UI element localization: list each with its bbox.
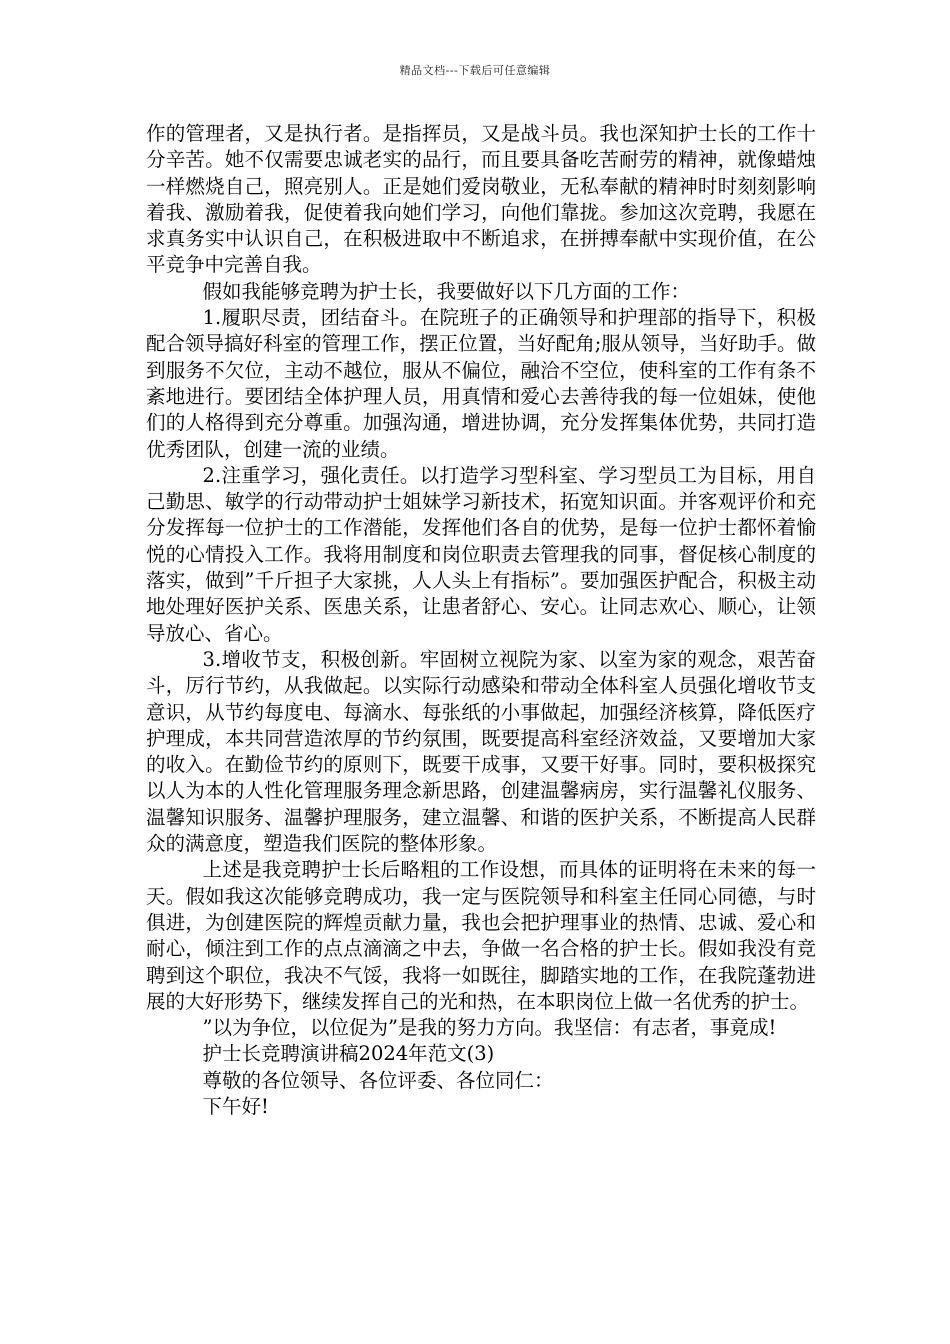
paragraph-motto: ”以为争位，以位促为”是我的努力方向。我坚信：有志者，事竟成!: [202, 1016, 777, 1040]
page-header-note: 精品文档---下载后可任意编辑: [399, 64, 551, 77]
salutation: 尊敬的各位领导、各位评委、各位同仁：: [202, 1068, 554, 1092]
section-heading: 护士长竞聘演讲稿2024年范文(3): [202, 1042, 495, 1066]
greeting: 下午好!: [202, 1094, 269, 1118]
paragraph-duty-1: 1.履职尽责，团结奋斗。在院班子的正确领导和护理部的指导下，积极配合领导搞好科室的管理工作，摆正位置，当好配角;服从领导，当好助手。做到服务不欠位，主动不越位，服从不偏位，融洽不空位，使科室的工作有条不紊地进行。要团结全体护理人员，用真情和爱心去善待我的每一位姐妹，使他们的人格得到充分尊重。加强沟通，增进协调，充分发挥集体优势，共同打造优秀团队，创建一流的业绩。: [146, 306, 816, 461]
paragraph-duty-2: 2.注重学习，强化责任。以打造学习型科室、学习型员工为目标，用自己勤思、敏学的行动带动护士姐妹学习新技术，拓宽知识面。并客观评价和充分发挥每一位护士的工作潜能，发挥他们各自的优势，是每一位护士都怀着愉悦的心情投入工作。我将用制度和岗位职责去管理我的同事，督促核心制度的落实，做到”千斤担子大家挑，人人头上有指标”。要加强医护配合，积极主动地处理好医护关系、医患关系，让患者舒心、安心。让同志欢心、顺心，让领导放心、省心。: [146, 463, 816, 645]
paragraph-summary: 上述是我竞聘护士长后略粗的工作设想，而具体的证明将在未来的每一天。假如我这次能够竞聘成功，我一定与医院领导和科室主任同心同德，与时俱进，为创建医院的辉煌贡献力量，我也会把护理事业的热情、忠诚、爱心和耐心，倾注到工作的点点滴滴之中去，争做一名合格的护士长。假如我没有竞聘到这个职位，我决不气馁，我将一如既往，脚踏实地的工作，在我院蓬勃进展的大好形势下，继续发挥自己的光和热，在本职岗位上做一名优秀的护士。: [146, 858, 816, 1013]
document-body: [146, 121, 816, 1120]
paragraph-continuation: 作的管理者，又是执行者。是指挥员，又是战斗员。我也深知护士长的工作十分辛苦。她不仅需要忠诚老实的品行，而且要具备吃苦耐劳的精神，就像蜡烛一样燃烧自己，照亮别人。正是她们爱岗敬业，无私奉献的精神时时刻刻影响着我、激励着我，促使着我向她们学习，向他们靠拢。参加这次竞聘，我愿在求真务实中认识自己，在积极进取中不断追求，在拼搏奉献中实现价值，在公平竞争中完善自我。: [146, 122, 816, 277]
paragraph-intro-duties: 假如我能够竞聘为护士长，我要做好以下几方面的工作：: [202, 279, 691, 303]
paragraph-duty-3: 3.增收节支，积极创新。牢固树立视院为家、以室为家的观念，艰苦奋斗，厉行节约，从我做起。以实际行动感染和带动全体科室人员强化增收节支意识，从节约每度电、每滴水、每张纸的小事做起，加强经济核算，降低医疗护理成，本共同营造浓厚的节约氛围，既要提高科室经济效益，又要增加大家的收入。在勤俭节约的原则下，既要干成事，又要干好事。同时，要积极探究以人为本的人性化管理服务理念新思路，创建温馨病房，实行温馨礼仪服务、温馨知识服务、温馨护理服务，建立温馨、和谐的医护关系，不断提高人民群众的满意度，塑造我们医院的整体形象。: [146, 647, 816, 856]
